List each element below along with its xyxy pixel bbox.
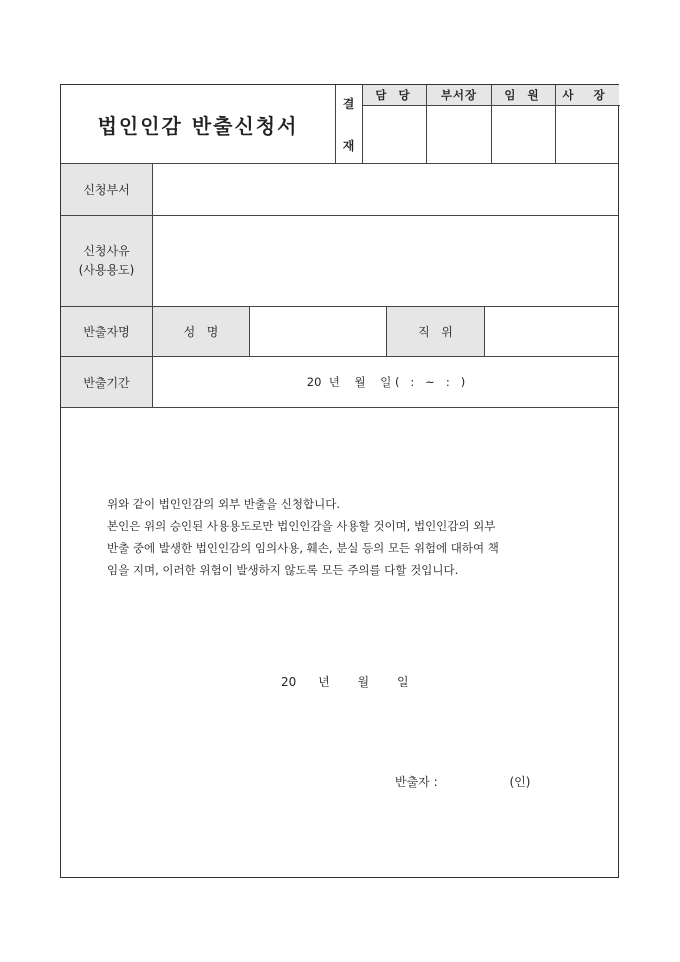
period-input[interactable]: 20 년 월 일 ( : ~ : ) <box>306 375 466 389</box>
approval-header-staff: 담 당 <box>363 85 426 105</box>
statement-text <box>107 493 582 581</box>
signer-label: 반출자 : <box>395 775 438 789</box>
approval-label-bottom: 재 <box>342 139 355 153</box>
statement-line: 반출 중에 발생한 법인인감의 임의사용, 훼손, 분실 등의 모든 위험에 대하여 책 <box>107 541 499 555</box>
date-day-label: 일 <box>396 675 409 689</box>
statement-line: 임을 지며, 이러한 위험이 발생하지 않도록 모든 주의를 다할 것입니다. <box>107 563 459 577</box>
position-input[interactable] <box>485 307 619 356</box>
approval-header-president: 사 장 <box>556 85 619 105</box>
signing-date <box>281 673 427 690</box>
approval-sign-manager[interactable] <box>427 106 491 163</box>
statement-line: 위와 같이 법인인감의 외부 반출을 신청합니다. <box>107 497 341 511</box>
application-form <box>60 84 619 878</box>
name-label: 성 명 <box>153 307 249 356</box>
dept-label: 신청부서 <box>61 164 152 215</box>
reason-label-line1: 신청사유 <box>83 244 130 258</box>
reason-input[interactable] <box>153 216 619 306</box>
approval-header-executive: 임 원 <box>492 85 555 105</box>
date-month-label: 월 <box>357 675 370 689</box>
approval-sign-executive[interactable] <box>492 106 555 163</box>
person-label: 반출자명 <box>61 307 152 356</box>
approval-label-top: 결 <box>342 97 355 111</box>
approval-sign-president[interactable] <box>556 106 619 163</box>
statement-line: 본인은 위의 승인된 사용용도로만 법인인감을 사용할 것이며, 법인인감의 외부 <box>107 519 496 533</box>
reason-label-line2: (사용용도) <box>78 263 135 277</box>
form-title: 법인인감 반출신청서 <box>97 113 299 138</box>
approval-side-label <box>335 85 362 163</box>
dept-input[interactable] <box>153 164 619 215</box>
divider <box>61 407 618 408</box>
name-input[interactable] <box>250 307 386 356</box>
reason-label <box>61 216 152 306</box>
position-label: 직 위 <box>387 307 484 356</box>
date-year-prefix: 20 <box>281 675 297 689</box>
approval-header-manager: 부서장 <box>427 85 491 105</box>
period-label: 반출기간 <box>61 357 152 407</box>
date-year-label: 년 <box>318 675 330 689</box>
approval-sign-staff[interactable] <box>363 106 426 163</box>
signer-line <box>395 773 530 790</box>
seal-mark[interactable]: (인) <box>509 775 531 789</box>
